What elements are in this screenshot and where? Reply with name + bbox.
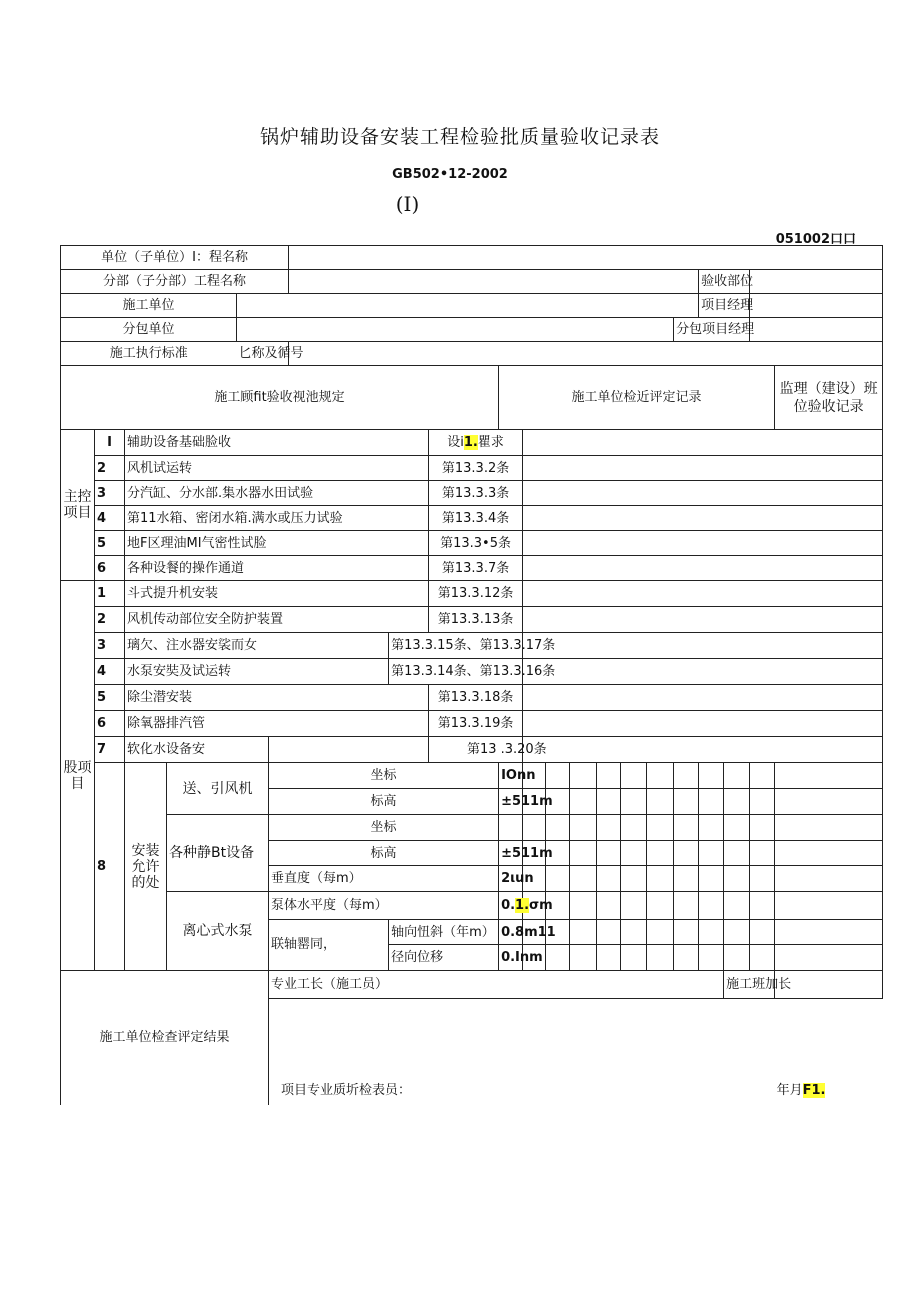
item8-group-label: 安装允许的处	[125, 763, 167, 971]
supervision-column-header: 监理（建设）班位验收记录	[775, 366, 883, 430]
measure-cell[interactable]	[750, 945, 775, 971]
fan-coord-name: 坐标	[269, 763, 499, 789]
acceptance-part-label: 验收部位	[699, 270, 750, 294]
main-item-no: 4	[95, 506, 125, 531]
general-item-clause: 第13.3.18条	[429, 685, 523, 711]
main-item-clause: 第13.3.3条	[429, 481, 523, 506]
measure-cell[interactable]	[621, 815, 647, 841]
general-item-no: 1	[95, 581, 125, 607]
measure-cell[interactable]	[674, 866, 699, 892]
measure-cell[interactable]	[570, 789, 597, 815]
measure-cell[interactable]	[750, 920, 775, 945]
general-item-blank	[269, 737, 429, 763]
measure-cell[interactable]	[724, 892, 750, 920]
measure-cell[interactable]	[699, 763, 724, 789]
measure-cell[interactable]	[546, 866, 570, 892]
main-item-no: 5	[95, 531, 125, 556]
general-item-record[interactable]	[523, 607, 883, 633]
measure-cell[interactable]	[775, 763, 883, 789]
signature-date: 年月F1.	[776, 1083, 826, 1098]
static-elev-value: ±511m	[499, 841, 523, 866]
main-item-clause: 第13.3•5条	[429, 531, 523, 556]
pump-label: 离心式水泵	[167, 892, 269, 971]
general-item-clause: 第13.3.12条	[429, 581, 523, 607]
measure-cell[interactable]	[674, 815, 699, 841]
measure-cell[interactable]	[699, 841, 724, 866]
measure-cell[interactable]	[699, 945, 724, 971]
measure-cell[interactable]	[674, 789, 699, 815]
measure-cell[interactable]	[647, 789, 674, 815]
measure-cell[interactable]	[570, 892, 597, 920]
construction-unit-field[interactable]	[237, 294, 699, 318]
general-item-name: 除尘潜安装	[125, 685, 429, 711]
measure-cell[interactable]	[647, 892, 674, 920]
general-item-no: 3	[95, 633, 125, 659]
subcontract-unit-field[interactable]	[237, 318, 674, 342]
measure-cell[interactable]	[570, 920, 597, 945]
main-item-record[interactable]	[523, 531, 883, 556]
measure-cell[interactable]	[570, 763, 597, 789]
main-item-name: 风机试运转	[125, 456, 429, 481]
measure-cell[interactable]	[699, 866, 724, 892]
fan-elev-value: ±511m	[499, 789, 523, 815]
measure-cell[interactable]	[647, 841, 674, 866]
measure-cell[interactable]	[546, 815, 570, 841]
main-control-label: 主控项目	[61, 430, 95, 581]
measure-cell[interactable]	[621, 920, 647, 945]
measure-cell[interactable]	[674, 892, 699, 920]
main-item-no: 3	[95, 481, 125, 506]
axial-tilt-value: 0.8m11	[499, 920, 523, 945]
main-item-record[interactable]	[523, 430, 883, 456]
main-item-name: 辅助设备基础脸收	[125, 430, 429, 456]
radial-shift-value: 0.Inm	[499, 945, 523, 971]
general-item-no: 7	[95, 737, 125, 763]
general-item-record[interactable]	[523, 581, 883, 607]
sub-project-label: 分部（子分部）工程名称	[61, 270, 289, 294]
general-item-name: 水泵安奘及试运转	[125, 659, 389, 685]
construction-unit-label: 施工单位	[61, 294, 237, 318]
general-item-name: 风机传动部位安全防护装置	[125, 607, 429, 633]
measure-cell[interactable]	[546, 945, 570, 971]
general-item-name: 斗式提升机安装	[125, 581, 429, 607]
main-item-name: 分汽缸、分水部.集水器水田试验	[125, 481, 429, 506]
fan-elev-name: 标高	[269, 789, 499, 815]
main-item-no: I	[95, 430, 125, 456]
measure-cell[interactable]	[621, 945, 647, 971]
subcontract-unit-label: 分包单位	[61, 318, 237, 342]
measure-cell[interactable]	[597, 841, 621, 866]
acceptance-part-field[interactable]	[750, 270, 883, 294]
document-number: 051002口口	[775, 232, 856, 247]
measure-cell[interactable]	[775, 945, 883, 971]
general-item-clause: 第13.3.19条	[429, 711, 523, 737]
static-elev-name: 标高	[269, 841, 499, 866]
general-item-clause: 第13.3.13条	[429, 607, 523, 633]
measure-cell[interactable]	[724, 815, 750, 841]
measure-cell[interactable]	[775, 789, 883, 815]
fan-coord-value: IOnn	[499, 763, 523, 789]
general-item-record[interactable]	[523, 685, 883, 711]
measure-cell[interactable]	[724, 945, 750, 971]
item8-no: 8	[95, 763, 125, 971]
static-coord-value	[499, 815, 523, 841]
measure-cell[interactable]	[570, 945, 597, 971]
measure-cell[interactable]	[699, 815, 724, 841]
measure-cell[interactable]	[750, 866, 775, 892]
measure-cell[interactable]	[750, 763, 775, 789]
static-coord-name: 坐标	[269, 815, 499, 841]
static-vert-name: 垂直度（每m）	[269, 866, 499, 892]
measure-cell[interactable]	[724, 789, 750, 815]
measure-cell[interactable]	[674, 841, 699, 866]
pump-level-value: 0.1.σm	[499, 892, 523, 920]
measure-cell[interactable]	[597, 892, 621, 920]
measure-cell[interactable]	[699, 789, 724, 815]
measure-cell[interactable]	[647, 920, 674, 945]
unit-project-label: 单位（子单位）I：程名称	[61, 246, 289, 270]
measure-cell[interactable]	[621, 892, 647, 920]
general-item-name: 软化水设备安	[125, 737, 269, 763]
static-equipment-label: 各种静Bt设备	[167, 815, 269, 892]
coupling-label: 联轴罂同，	[269, 920, 389, 971]
measure-cell[interactable]	[621, 789, 647, 815]
main-item-no: 2	[95, 456, 125, 481]
measure-cell[interactable]	[647, 815, 674, 841]
measure-cell[interactable]	[546, 763, 570, 789]
main-item-name: 地F区理油MI气密性试脸	[125, 531, 429, 556]
measure-cell[interactable]	[750, 892, 775, 920]
general-item-clause: 第13.3.14条、第13.3.16条	[389, 659, 523, 685]
measure-cell[interactable]	[775, 841, 883, 866]
measure-cell[interactable]	[724, 841, 750, 866]
main-item-record[interactable]	[523, 481, 883, 506]
measure-cell[interactable]	[724, 763, 750, 789]
measure-cell[interactable]	[750, 789, 775, 815]
measure-cell[interactable]	[570, 866, 597, 892]
project-manager-label: 项目经理	[699, 294, 750, 318]
measure-cell[interactable]	[724, 866, 750, 892]
main-item-name: 第11水箱、密闭水箱.满水或压力试验	[125, 506, 429, 531]
measure-cell[interactable]	[597, 763, 621, 789]
main-item-record[interactable]	[523, 506, 883, 531]
measure-cell[interactable]	[775, 892, 883, 920]
general-item-clause-prefix: 第13	[429, 737, 499, 763]
project-manager-field[interactable]	[750, 294, 883, 318]
fan-label: 送、引风机	[167, 763, 269, 815]
measure-cell[interactable]	[647, 763, 674, 789]
main-item-clause: 第13.3.7条	[429, 556, 523, 581]
standard-code: GB502•12-2002	[392, 167, 508, 182]
pump-level-name: 泵体水平度（每m）	[269, 892, 499, 920]
measure-cell[interactable]	[621, 763, 647, 789]
radial-shift-name: 径向位移	[389, 945, 499, 971]
measure-cell[interactable]	[750, 841, 775, 866]
foreman-label: 专业工长（施工员）	[269, 971, 724, 999]
general-item-clause: 第13.3.15条、第13.3.17条	[389, 633, 523, 659]
measure-cell[interactable]	[674, 763, 699, 789]
main-item-clause: 第13.3.2条	[429, 456, 523, 481]
measure-cell[interactable]	[674, 920, 699, 945]
measure-cell[interactable]	[699, 892, 724, 920]
page-title: 锅炉辅助设备安装工程检验批质量验收记录表	[259, 126, 660, 148]
measure-cell[interactable]	[597, 815, 621, 841]
general-item-no: 4	[95, 659, 125, 685]
measure-cell[interactable]	[775, 920, 883, 945]
measure-cell[interactable]	[597, 920, 621, 945]
subcontract-manager-label: 分包项目经理	[674, 318, 750, 342]
construction-result-field[interactable]	[269, 999, 883, 1077]
measure-cell[interactable]	[699, 920, 724, 945]
main-item-clause: 第13.3.4条	[429, 506, 523, 531]
standard-name-label: 匕称及循号	[237, 342, 289, 366]
general-item-record[interactable]	[523, 711, 883, 737]
self-check-column-header: 施工单位检近评定记录	[499, 366, 775, 430]
general-item-record[interactable]	[523, 633, 883, 659]
measure-cell[interactable]	[597, 866, 621, 892]
unit-project-field[interactable]	[289, 246, 883, 270]
standard-label: 施工执行标准	[61, 342, 237, 366]
measure-cell[interactable]	[621, 866, 647, 892]
general-item-record[interactable]	[523, 737, 883, 763]
measure-cell[interactable]	[775, 815, 883, 841]
general-item-name: 璃欠、注水器安裟而女	[125, 633, 389, 659]
sub-project-field[interactable]	[289, 270, 699, 294]
main-item-record[interactable]	[523, 456, 883, 481]
measure-cell[interactable]	[570, 841, 597, 866]
main-item-clause: 设i1.瞿求	[429, 430, 523, 456]
measure-cell[interactable]	[523, 815, 546, 841]
measure-cell[interactable]	[647, 945, 674, 971]
general-item-name: 除氧器排汽管	[125, 711, 429, 737]
inspector-label: 项目专业质圻检表员：	[269, 1077, 775, 1105]
part-number: (I)	[395, 192, 420, 216]
measure-cell[interactable]	[724, 920, 750, 945]
axial-tilt-name: 轴向忸斜（年m）	[389, 920, 499, 945]
subcontract-manager-field[interactable]	[750, 318, 883, 342]
measure-cell[interactable]	[597, 789, 621, 815]
inspection-record-table	[60, 245, 883, 1105]
construction-result-label: 施工单位检查评定结果	[61, 971, 269, 1105]
general-label: 股项目	[61, 581, 95, 971]
general-item-no: 6	[95, 711, 125, 737]
measure-cell[interactable]	[674, 945, 699, 971]
spec-column-header: 施工顾fit验收视池规定	[61, 366, 499, 430]
measure-cell[interactable]	[621, 841, 647, 866]
general-item-record[interactable]	[523, 659, 883, 685]
standard-field[interactable]	[289, 342, 883, 366]
measure-cell[interactable]	[775, 866, 883, 892]
static-vert-value: 2ιun	[499, 866, 523, 892]
team-leader-label: 施工班加长	[724, 971, 775, 999]
main-item-no: 6	[95, 556, 125, 581]
measure-cell[interactable]	[570, 815, 597, 841]
general-item-no: 2	[95, 607, 125, 633]
general-item-clause-suffix: .3.20条	[499, 737, 523, 763]
measure-cell[interactable]	[750, 815, 775, 841]
main-item-name: 各种设餐的操作通道	[125, 556, 429, 581]
general-item-no: 5	[95, 685, 125, 711]
measure-cell[interactable]	[647, 866, 674, 892]
measure-cell[interactable]	[597, 945, 621, 971]
main-item-record[interactable]	[523, 556, 883, 581]
